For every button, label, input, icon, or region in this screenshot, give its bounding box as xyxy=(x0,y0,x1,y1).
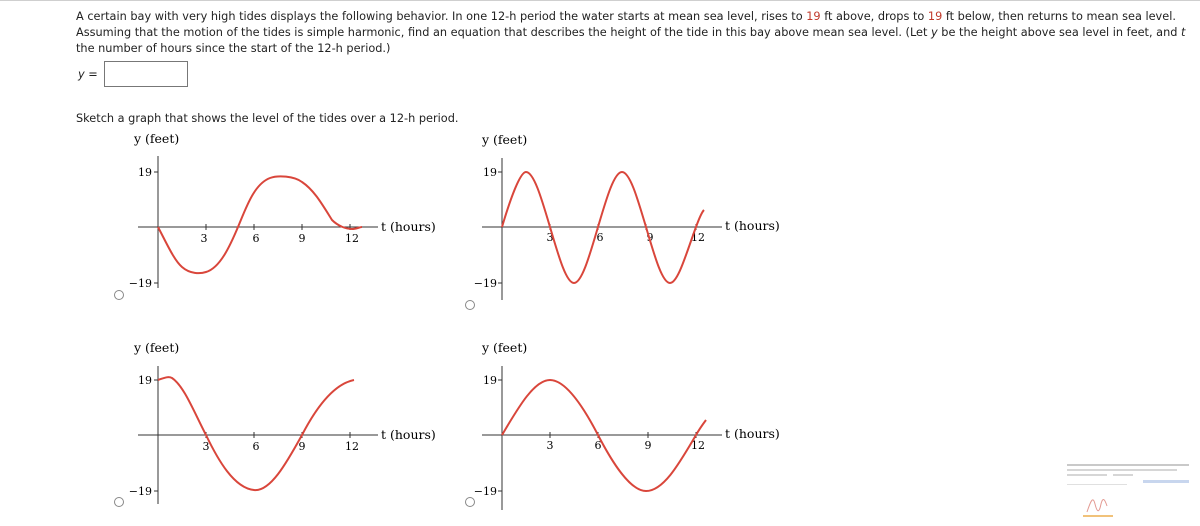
y-top-tick: 19 xyxy=(138,374,152,387)
x-axis-label: t (hours) xyxy=(381,427,436,442)
x-axis-label: t (hours) xyxy=(381,219,436,234)
top-divider xyxy=(0,0,1200,1)
y-bottom-tick: −19 xyxy=(473,485,497,498)
x-tick-9: 9 xyxy=(298,232,306,245)
x-tick-9: 9 xyxy=(644,439,652,452)
graph-option-a xyxy=(110,128,436,318)
x-tick-12: 12 xyxy=(345,440,359,453)
option-c-radio[interactable] xyxy=(114,497,124,507)
x-tick-3: 3 xyxy=(546,231,554,244)
value-below: 19 xyxy=(927,10,943,23)
curve-a xyxy=(158,176,362,273)
graph-option-b xyxy=(460,128,780,318)
y-axis-label: y (feet) xyxy=(134,131,180,146)
x-tick-6: 6 xyxy=(596,231,604,244)
y-axis-label: y (feet) xyxy=(134,340,180,355)
option-b-radio[interactable] xyxy=(465,300,475,310)
option-a-radio[interactable] xyxy=(114,290,124,300)
x-tick-3: 3 xyxy=(202,440,210,453)
x-axis-label: t (hours) xyxy=(725,218,780,233)
thumbnail-graphic xyxy=(1063,460,1193,518)
x-tick-6: 6 xyxy=(252,440,260,453)
y-top-tick: 19 xyxy=(138,166,152,179)
value-above: 19 xyxy=(806,10,821,23)
graph-option-c xyxy=(110,336,436,526)
sketch-prompt: Sketch a graph that shows the level of the tides over a 12-h period. xyxy=(76,112,459,125)
y-bottom-tick: −19 xyxy=(473,277,497,290)
x-tick-12: 12 xyxy=(691,231,705,244)
graph-b-svg xyxy=(460,128,780,318)
graph-d-svg xyxy=(460,336,780,526)
page-thumbnail xyxy=(1063,460,1193,518)
x-tick-6: 6 xyxy=(252,232,260,245)
graph-a-svg xyxy=(110,128,436,318)
x-tick-3: 3 xyxy=(200,232,208,245)
x-tick-9: 9 xyxy=(298,440,306,453)
y-bottom-tick: −19 xyxy=(128,277,152,290)
answer-row xyxy=(78,60,188,88)
y-bottom-tick: −19 xyxy=(128,485,152,498)
graph-c-svg xyxy=(110,336,436,526)
option-d-radio[interactable] xyxy=(465,497,475,507)
x-tick-9: 9 xyxy=(646,231,654,244)
x-tick-12: 12 xyxy=(691,439,705,452)
y-top-tick: 19 xyxy=(483,166,497,179)
y-axis-label: y (feet) xyxy=(482,340,528,355)
x-tick-3: 3 xyxy=(546,439,554,452)
answer-input[interactable] xyxy=(104,61,188,87)
y-axis-label: y (feet) xyxy=(482,132,528,147)
x-tick-12: 12 xyxy=(345,232,359,245)
x-axis-label: t (hours) xyxy=(725,426,780,441)
y-top-tick: 19 xyxy=(483,374,497,387)
x-tick-6: 6 xyxy=(594,439,602,452)
curve-c xyxy=(158,377,354,490)
graph-option-d xyxy=(460,336,780,526)
problem-text: A certain bay with very high tides displays the following behavior. In one 12-h period the water starts at mean sea level, rises to 19 ft above, drops to 19 ft below, then returns to mean sea level. Assuming that the motion of the tides is simple harmonic, find an equation that describes the height of the tide in this bay above mean sea level. (Let y be the height above sea level in feet, and t the number of hours since the start of the 12-h period.) xyxy=(76,10,1186,55)
answer-label: y = xyxy=(78,67,98,81)
